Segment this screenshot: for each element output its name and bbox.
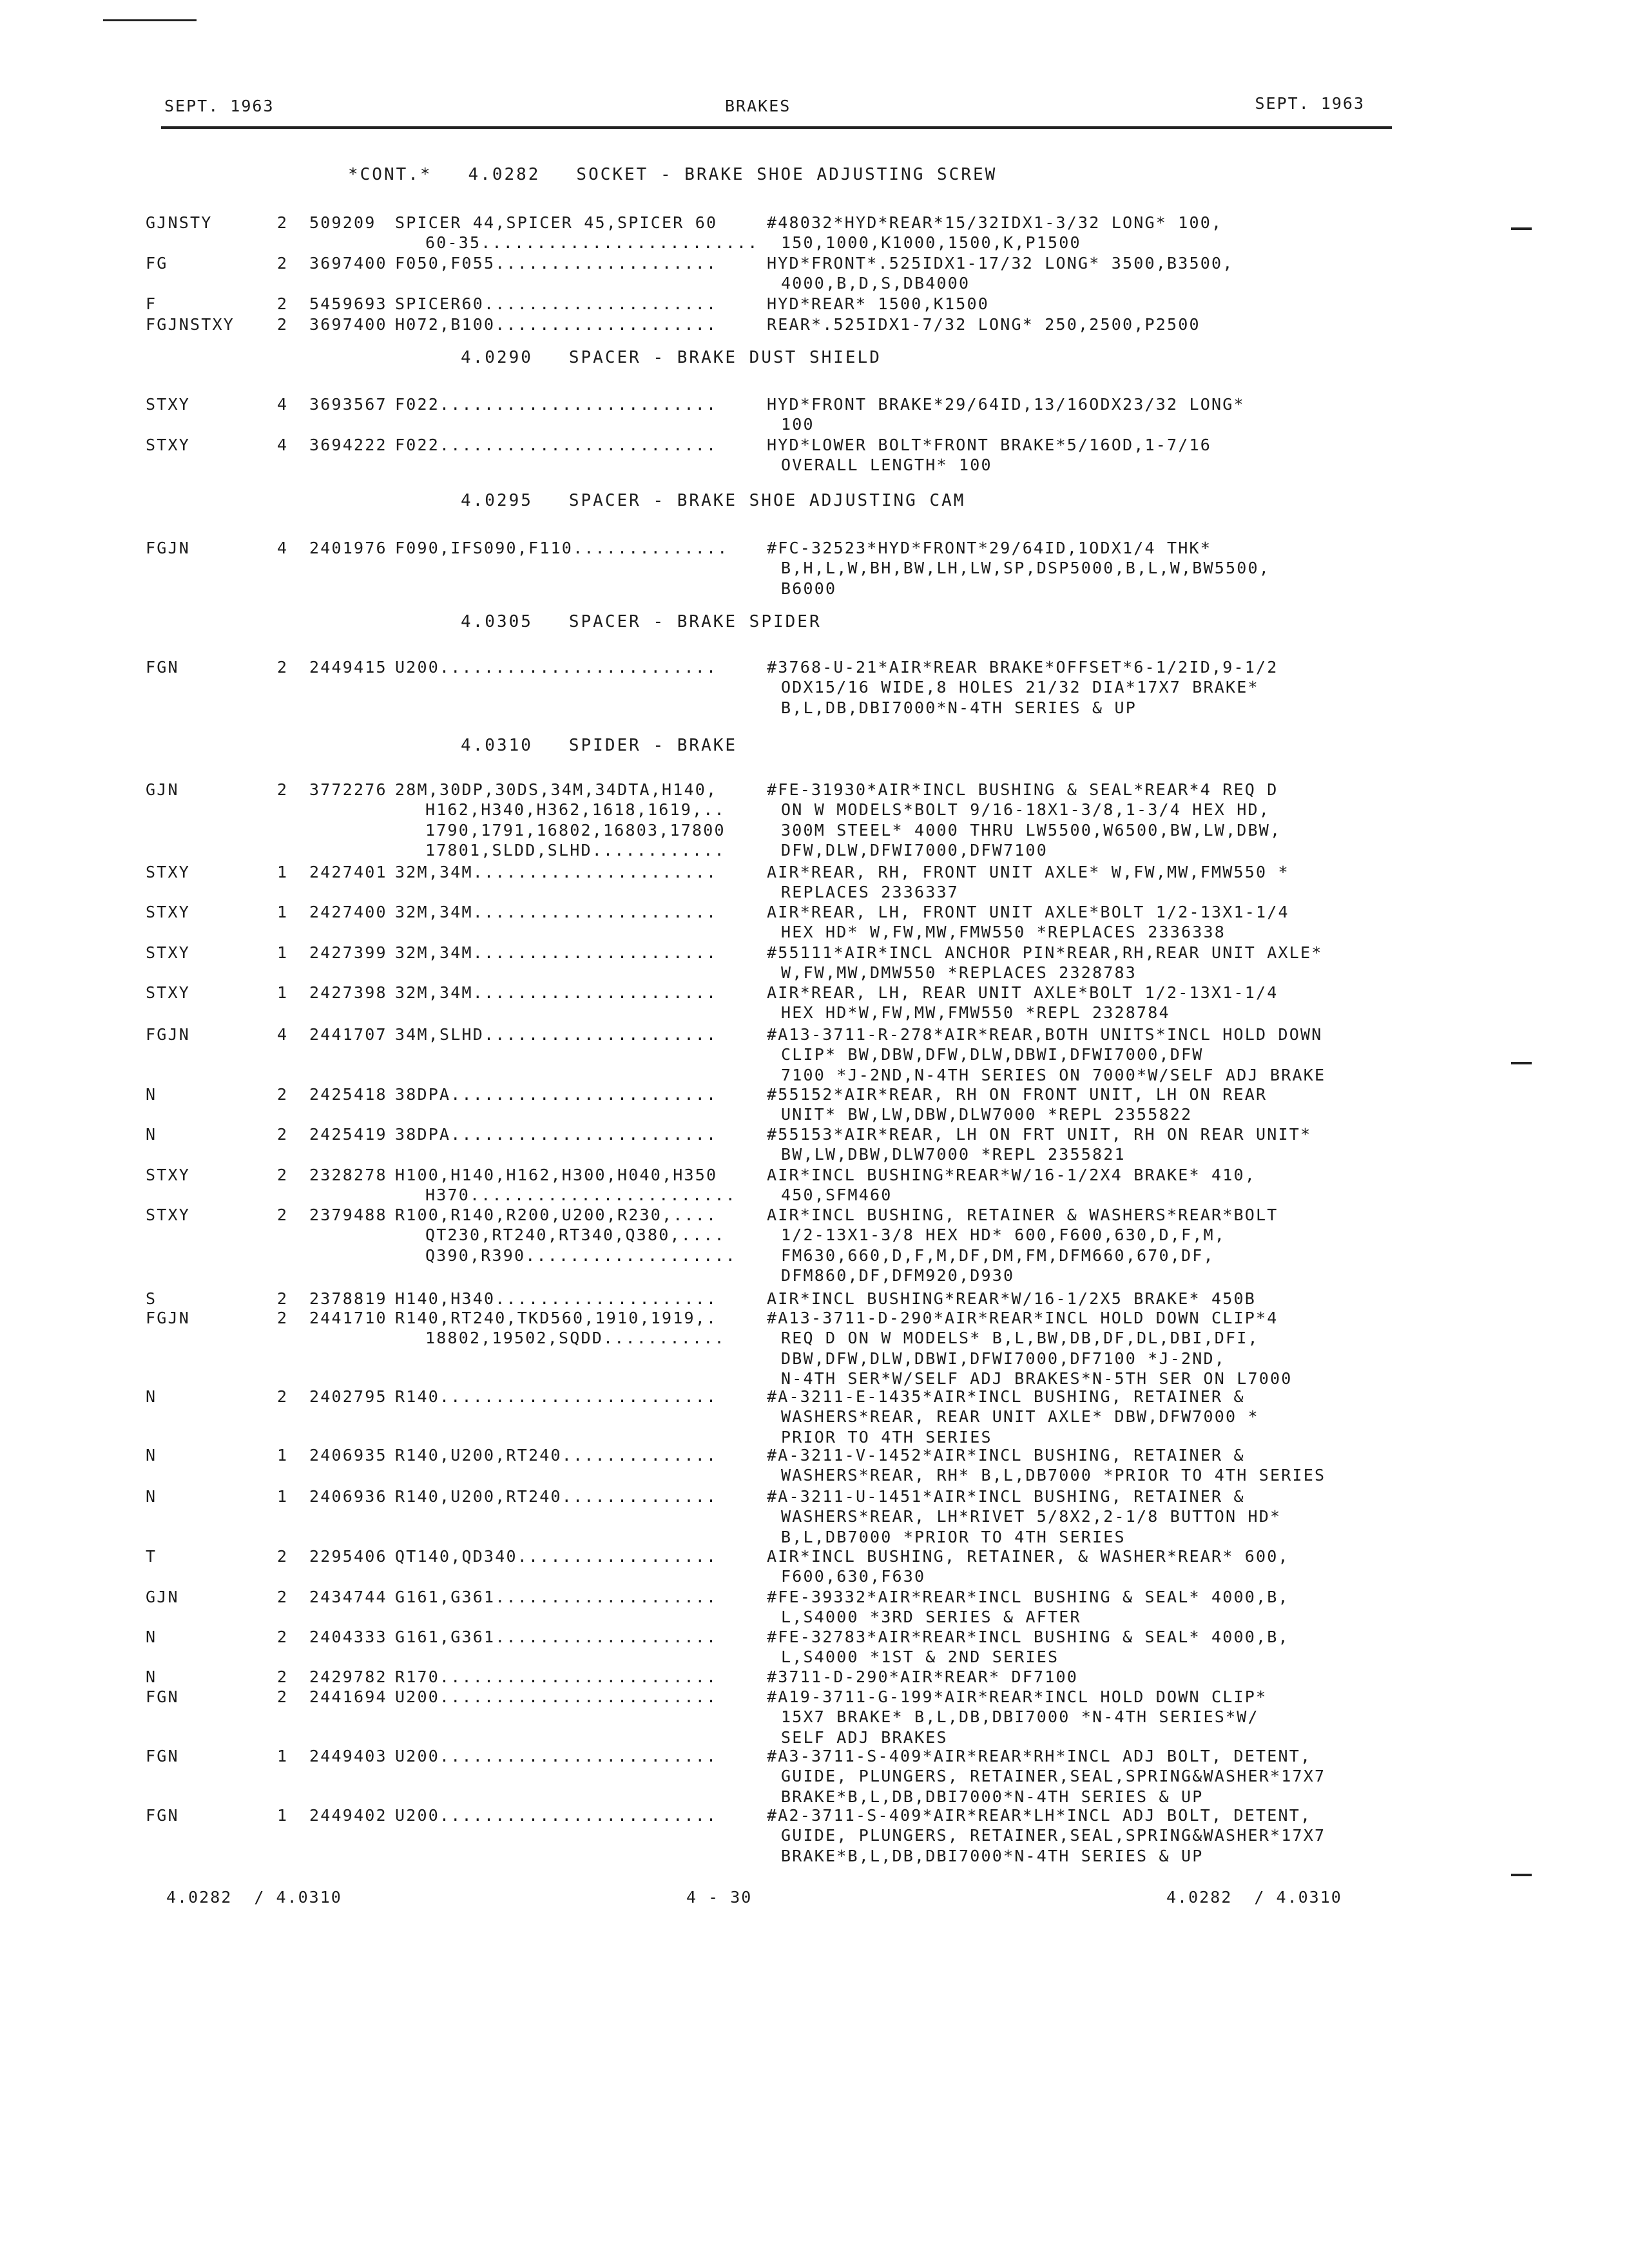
quantity: 4	[277, 395, 289, 414]
footer-range-right: 4.0282 / 4.0310	[1166, 1888, 1342, 1907]
applicability-code: STXY	[146, 1166, 191, 1184]
model-line: 18802,19502,SQDD...........	[425, 1329, 726, 1348]
applicability-code: N	[146, 1628, 157, 1646]
applicability-code: GJNSTY	[146, 213, 213, 232]
description-line: DBW,DFW,DLW,DBWI,DFWI7000,DF7100 *J-2ND,	[781, 1349, 1226, 1368]
description-line: #A-3211-U-1451*AIR*INCL BUSHING, RETAINER &	[767, 1487, 1245, 1506]
quantity: 1	[277, 1806, 289, 1825]
model-line: 32M,34M......................	[395, 903, 718, 921]
applicability-code: N	[146, 1085, 157, 1104]
applicability-code: F	[146, 294, 157, 313]
description-line: #3711-D-290*AIR*REAR* DF7100	[767, 1667, 1079, 1686]
part-number: 2427398	[309, 983, 387, 1002]
description-line: 100	[781, 415, 815, 434]
description-line: REQ D ON W MODELS* B,L,BW,DB,DF,DL,DBI,DFI,	[781, 1329, 1259, 1348]
description-line: #A19-3711-G-199*AIR*REAR*INCL HOLD DOWN CLIP*	[767, 1687, 1268, 1706]
description-line: HYD*LOWER BOLT*FRONT BRAKE*5/16OD,1-7/16	[767, 436, 1212, 454]
model-line: 38DPA........................	[395, 1125, 718, 1144]
description-line: WASHERS*REAR, REAR UNIT AXLE* DBW,DFW7000 *	[781, 1407, 1259, 1427]
model-line: 17801,SLDD,SLHD............	[425, 841, 726, 860]
page-number: 4 - 30	[686, 1888, 753, 1907]
description-line: BRAKE*B,L,DB,DBI7000*N-4TH SERIES & UP	[781, 1846, 1204, 1865]
applicability-code: STXY	[146, 943, 191, 962]
model-line: R140,U200,RT240..............	[395, 1487, 718, 1506]
quantity: 2	[277, 1667, 289, 1686]
applicability-code: N	[146, 1125, 157, 1144]
model-line: H072,B100....................	[395, 315, 718, 334]
model-line: F090,IFS090,F110..............	[395, 539, 729, 557]
description-line: HYD*REAR* 1500,K1500	[767, 294, 990, 313]
applicability-code: FGJN	[146, 1025, 191, 1044]
model-line: 28M,30DP,30DS,34M,34DTA,H140,	[395, 780, 718, 799]
description-line: 300M STEEL* 4000 THRU LW5500,W6500,BW,LW,DBW,	[781, 820, 1282, 840]
section-heading: 4.0310 SPIDER - BRAKE	[461, 736, 738, 755]
part-number: 3772276	[309, 780, 387, 799]
part-number: 2378819	[309, 1289, 387, 1308]
model-line: 38DPA........................	[395, 1085, 718, 1104]
part-number: 2328278	[309, 1166, 387, 1184]
header-title: BRAKES	[725, 97, 791, 115]
description-line: F600,630,F630	[781, 1567, 926, 1586]
margin-mark	[1511, 227, 1532, 230]
section-heading: 4.0295 SPACER - BRAKE SHOE ADJUSTING CAM	[461, 491, 966, 510]
quantity: 1	[277, 1487, 289, 1506]
applicability-code: FGN	[146, 1806, 179, 1825]
description-line: REAR*.525IDX1-7/32 LONG* 250,2500,P2500	[767, 315, 1200, 334]
model-line: R140.........................	[395, 1387, 718, 1406]
description-line: HYD*FRONT*.525IDX1-17/32 LONG* 3500,B3500,	[767, 254, 1234, 273]
applicability-code: STXY	[146, 395, 191, 414]
margin-mark	[1511, 1062, 1532, 1064]
quantity: 2	[277, 780, 289, 799]
quantity: 4	[277, 1025, 289, 1044]
description-line: #A-3211-V-1452*AIR*INCL BUSHING, RETAINER &	[767, 1446, 1245, 1465]
section-heading: *CONT.* 4.0282 SOCKET - BRAKE SHOE ADJUSTING SCREW	[348, 165, 998, 184]
description-line: AIR*INCL BUSHING, RETAINER & WASHERS*REAR*BOLT	[767, 1206, 1278, 1224]
model-line: 34M,SLHD.....................	[395, 1025, 718, 1044]
description-line: #FC-32523*HYD*FRONT*29/64ID,1ODX1/4 THK*	[767, 539, 1212, 557]
part-number: 509209	[309, 213, 376, 232]
applicability-code: FGJN	[146, 1309, 191, 1327]
description-line: B,H,L,W,BH,BW,LH,LW,SP,DSP5000,B,L,W,BW5500,	[781, 559, 1271, 578]
quantity: 2	[277, 1206, 289, 1224]
model-line: 1790,1791,16802,16803,17800	[425, 820, 726, 840]
description-line: 4000,B,D,S,DB4000	[781, 274, 970, 293]
description-line: PRIOR TO 4TH SERIES	[781, 1427, 992, 1446]
quantity: 2	[277, 315, 289, 334]
applicability-code: N	[146, 1487, 157, 1506]
quantity: 4	[277, 436, 289, 454]
description-line: AIR*REAR, RH, FRONT UNIT AXLE* W,FW,MW,FMW550 *	[767, 863, 1289, 881]
model-line: G161,G361....................	[395, 1628, 718, 1646]
description-line: 15X7 BRAKE* B,L,DB,DBI7000 *N-4TH SERIES*W/	[781, 1707, 1259, 1727]
part-number: 2441694	[309, 1687, 387, 1706]
description-line: #A2-3711-S-409*AIR*REAR*LH*INCL ADJ BOLT, DETENT,	[767, 1806, 1312, 1825]
part-number: 2401976	[309, 539, 387, 557]
applicability-code: FGJN	[146, 539, 191, 557]
part-number: 3693567	[309, 395, 387, 414]
applicability-code: GJN	[146, 780, 179, 799]
applicability-code: FGN	[146, 658, 179, 677]
part-number: 5459693	[309, 294, 387, 313]
quantity: 1	[277, 983, 289, 1002]
model-line: H370........................	[425, 1186, 737, 1205]
description-line: B6000	[781, 579, 837, 598]
description-line: HYD*FRONT BRAKE*29/64ID,13/16ODX23/32 LONG*	[767, 395, 1245, 414]
quantity: 2	[277, 658, 289, 677]
description-line: AIR*INCL BUSHING, RETAINER, & WASHER*REAR* 600,	[767, 1547, 1289, 1566]
description-line: L,S4000 *1ST & 2ND SERIES	[781, 1648, 1059, 1667]
description-line: B,L,DB7000 *PRIOR TO 4TH SERIES	[781, 1527, 1126, 1546]
description-line: FM630,660,D,F,M,DF,DM,FM,DFM660,670,DF,	[781, 1245, 1215, 1265]
applicability-code: STXY	[146, 1206, 191, 1224]
description-line: #A13-3711-R-278*AIR*REAR,BOTH UNITS*INCL HOLD DOWN	[767, 1025, 1323, 1044]
section-heading: 4.0290 SPACER - BRAKE DUST SHIELD	[461, 348, 882, 367]
section-heading: 4.0305 SPACER - BRAKE SPIDER	[461, 612, 822, 631]
header-date-right: SEPT. 1963	[1255, 94, 1365, 113]
model-line: R170.........................	[395, 1667, 718, 1686]
part-number: 2427401	[309, 863, 387, 881]
model-line: H140,H340....................	[395, 1289, 718, 1308]
model-line: 60-35.........................	[425, 233, 759, 253]
description-line: #FE-32783*AIR*REAR*INCL BUSHING & SEAL* 4000,B,	[767, 1628, 1289, 1646]
quantity: 1	[277, 903, 289, 921]
quantity: 2	[277, 254, 289, 273]
part-number: 2425418	[309, 1085, 387, 1104]
model-line: G161,G361....................	[395, 1588, 718, 1606]
model-line: U200.........................	[395, 1806, 718, 1825]
part-number: 2406935	[309, 1446, 387, 1465]
model-line: QT230,RT240,RT340,Q380,....	[425, 1225, 726, 1245]
part-number: 3697400	[309, 315, 387, 334]
part-number: 2406936	[309, 1487, 387, 1506]
description-line: AIR*REAR, LH, FRONT UNIT AXLE*BOLT 1/2-13X1-1/4	[767, 903, 1289, 921]
part-number: 2404333	[309, 1628, 387, 1646]
description-line: DFW,DLW,DFWI7000,DFW7100	[781, 841, 1048, 860]
part-number: 3694222	[309, 436, 387, 454]
quantity: 2	[277, 1628, 289, 1646]
quantity: 2	[277, 1687, 289, 1706]
description-line: 150,1000,K1000,1500,K,P1500	[781, 233, 1081, 253]
description-line: B,L,DB,DBI7000*N-4TH SERIES & UP	[781, 698, 1137, 717]
description-line: #3768-U-21*AIR*REAR BRAKE*OFFSET*6-1/2ID,9-1/2	[767, 658, 1278, 677]
quantity: 2	[277, 294, 289, 313]
part-number: 2427399	[309, 943, 387, 962]
description-line: AIR*INCL BUSHING*REAR*W/16-1/2X4 BRAKE* 410,	[767, 1166, 1257, 1184]
part-number: 2449403	[309, 1747, 387, 1765]
model-line: 32M,34M......................	[395, 983, 718, 1002]
description-line: W,FW,MW,DMW550 *REPLACES 2328783	[781, 963, 1137, 983]
model-line: Q390,R390...................	[425, 1245, 737, 1265]
description-line: #A-3211-E-1435*AIR*INCL BUSHING, RETAINER &	[767, 1387, 1245, 1406]
part-number: 2402795	[309, 1387, 387, 1406]
applicability-code: STXY	[146, 903, 191, 921]
applicability-code: S	[146, 1289, 157, 1308]
quantity: 1	[277, 1747, 289, 1765]
description-line: AIR*REAR, LH, REAR UNIT AXLE*BOLT 1/2-13X1-1/4	[767, 983, 1278, 1002]
model-line: F022.........................	[395, 395, 718, 414]
quantity: 1	[277, 1446, 289, 1465]
applicability-code: FGJNSTXY	[146, 315, 235, 334]
description-line: OVERALL LENGTH* 100	[781, 456, 992, 475]
part-number: 2441710	[309, 1309, 387, 1327]
model-line: QT140,QD340..................	[395, 1547, 718, 1566]
model-line: F022.........................	[395, 436, 718, 454]
model-line: SPICER 44,SPICER 45,SPICER 60	[395, 213, 718, 232]
applicability-code: FGN	[146, 1747, 179, 1765]
quantity: 2	[277, 1588, 289, 1606]
applicability-code: N	[146, 1667, 157, 1686]
description-line: #A3-3711-S-409*AIR*REAR*RH*INCL ADJ BOLT, DETENT,	[767, 1747, 1312, 1765]
model-line: F050,F055....................	[395, 254, 718, 273]
description-line: #FE-39332*AIR*REAR*INCL BUSHING & SEAL* 4000,B,	[767, 1588, 1289, 1606]
top-scan-line	[103, 19, 197, 21]
part-number: 2295406	[309, 1547, 387, 1566]
model-line: U200.........................	[395, 1687, 718, 1706]
model-line: 32M,34M......................	[395, 863, 718, 881]
description-line: ODX15/16 WIDE,8 HOLES 21/32 DIA*17X7 BRAKE*	[781, 678, 1259, 697]
description-line: CLIP* BW,DBW,DFW,DLW,DBWI,DFWI7000,DFW	[781, 1045, 1204, 1064]
description-line: 7100 *J-2ND,N-4TH SERIES ON 7000*W/SELF ADJ BRAKE	[781, 1065, 1326, 1084]
part-number: 2425419	[309, 1125, 387, 1144]
description-line: #55153*AIR*REAR, LH ON FRT UNIT, RH ON REAR UNIT*	[767, 1125, 1312, 1144]
description-line: HEX HD* W,FW,MW,FMW550 *REPLACES 2336338	[781, 923, 1226, 942]
part-number: 2427400	[309, 903, 387, 921]
description-line: AIR*INCL BUSHING*REAR*W/16-1/2X5 BRAKE* 450B	[767, 1289, 1257, 1308]
applicability-code: T	[146, 1547, 157, 1566]
header-rule	[161, 126, 1392, 129]
description-line: BW,LW,DBW,DLW7000 *REPL 2355821	[781, 1145, 1126, 1164]
applicability-code: STXY	[146, 863, 191, 881]
description-line: DFM860,DF,DFM920,D930	[781, 1266, 1015, 1285]
part-number: 2441707	[309, 1025, 387, 1044]
applicability-code: FGN	[146, 1687, 179, 1706]
quantity: 1	[277, 943, 289, 962]
model-line: H162,H340,H362,1618,1619,..	[425, 800, 726, 820]
part-number: 2429782	[309, 1667, 387, 1686]
part-number: 2449402	[309, 1806, 387, 1825]
part-number: 3697400	[309, 254, 387, 273]
model-line: R100,R140,R200,U200,R230,....	[395, 1206, 718, 1224]
model-line: SPICER60.....................	[395, 294, 718, 313]
description-line: 450,SFM460	[781, 1186, 892, 1205]
quantity: 2	[277, 1309, 289, 1327]
quantity: 2	[277, 1387, 289, 1406]
part-number: 2434744	[309, 1588, 387, 1606]
description-line: N-4TH SER*W/SELF ADJ BRAKES*N-5TH SER ON L7000	[781, 1369, 1293, 1389]
model-line: R140,RT240,TKD560,1910,1919,.	[395, 1309, 718, 1327]
footer-range-left: 4.0282 / 4.0310	[166, 1888, 342, 1907]
part-number: 2379488	[309, 1206, 387, 1224]
model-line: U200.........................	[395, 658, 718, 677]
description-line: ON W MODELS*BOLT 9/16-18X1-3/8,1-3/4 HEX HD,	[781, 800, 1271, 820]
model-line: R140,U200,RT240..............	[395, 1446, 718, 1465]
quantity: 1	[277, 863, 289, 881]
description-line: UNIT* BW,LW,DBW,DLW7000 *REPL 2355822	[781, 1105, 1193, 1124]
description-line: GUIDE, PLUNGERS, RETAINER,SEAL,SPRING&WASHER*17X7	[781, 1767, 1326, 1786]
description-line: BRAKE*B,L,DB,DBI7000*N-4TH SERIES & UP	[781, 1787, 1204, 1806]
quantity: 2	[277, 1125, 289, 1144]
applicability-code: GJN	[146, 1588, 179, 1606]
description-line: #55152*AIR*REAR, RH ON FRONT UNIT, LH ON REAR	[767, 1085, 1268, 1104]
description-line: #55111*AIR*INCL ANCHOR PIN*REAR,RH,REAR UNIT AXLE*	[767, 943, 1323, 962]
model-line: U200.........................	[395, 1747, 718, 1765]
quantity: 2	[277, 1547, 289, 1566]
description-line: SELF ADJ BRAKES	[781, 1727, 948, 1747]
description-line: #A13-3711-D-290*AIR*REAR*INCL HOLD DOWN CLIP*4	[767, 1309, 1278, 1327]
quantity: 2	[277, 1166, 289, 1184]
description-line: WASHERS*REAR, LH*RIVET 5/8X2,2-1/8 BUTTON HD*	[781, 1507, 1282, 1526]
applicability-code: STXY	[146, 983, 191, 1002]
description-line: #FE-31930*AIR*INCL BUSHING & SEAL*REAR*4 REQ D	[767, 780, 1278, 799]
model-line: H100,H140,H162,H300,H040,H350	[395, 1166, 718, 1184]
quantity: 2	[277, 1289, 289, 1308]
description-line: REPLACES 2336337	[781, 883, 959, 902]
applicability-code: N	[146, 1446, 157, 1465]
applicability-code: N	[146, 1387, 157, 1406]
description-line: 1/2-13X1-3/8 HEX HD* 600,F600,630,D,F,M,	[781, 1225, 1226, 1245]
description-line: L,S4000 *3RD SERIES & AFTER	[781, 1608, 1081, 1627]
description-line: WASHERS*REAR, RH* B,L,DB7000 *PRIOR TO 4TH SERIES	[781, 1466, 1326, 1485]
applicability-code: FG	[146, 254, 168, 273]
description-line: HEX HD*W,FW,MW,FMW550 *REPL 2328784	[781, 1003, 1170, 1023]
margin-mark	[1511, 1874, 1532, 1876]
model-line: 32M,34M......................	[395, 943, 718, 962]
description-line: GUIDE, PLUNGERS, RETAINER,SEAL,SPRING&WASHER*17X7	[781, 1826, 1326, 1845]
header-date-left: SEPT. 1963	[164, 97, 275, 115]
quantity: 2	[277, 1085, 289, 1104]
applicability-code: STXY	[146, 436, 191, 454]
part-number: 2449415	[309, 658, 387, 677]
description-line: #48032*HYD*REAR*15/32IDX1-3/32 LONG* 100,	[767, 213, 1223, 232]
quantity: 2	[277, 213, 289, 232]
quantity: 4	[277, 539, 289, 557]
